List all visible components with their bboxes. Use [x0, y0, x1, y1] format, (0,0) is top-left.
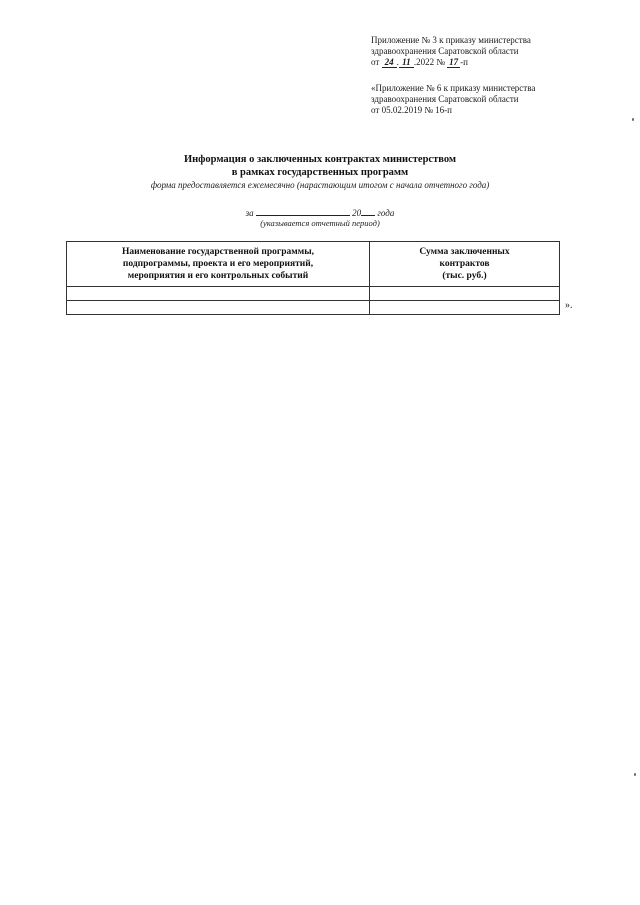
handwritten-order-number: 17 — [449, 57, 459, 67]
order-suffix: -п — [460, 57, 468, 67]
handwritten-month: 11 — [399, 58, 414, 68]
attachment-6-header — [371, 83, 535, 116]
attachment-6-line2: здравоохранения Саратовской области — [371, 94, 519, 104]
period-suffix: года — [377, 208, 395, 218]
attachment-6-line1: «Приложение № 6 к приказу министерства — [371, 83, 536, 93]
contracts-table — [66, 241, 560, 315]
period-note: (указывается отчетный период) — [260, 218, 380, 228]
document-title-line1: Информация о заключенных контрактах министерством — [183, 154, 457, 165]
attachment-3-header — [371, 35, 531, 68]
date-year: .2022 № — [413, 57, 445, 67]
table-row — [67, 301, 560, 315]
attachment-6-line3: от 05.02.2019 № 16-п — [371, 105, 452, 115]
document-subtitle: форма предоставляется ежемесячно (нарастающим итогом с начала отчетного года) — [150, 180, 490, 190]
period-year-blank — [361, 207, 375, 216]
header-contract-sum: Сумма заключенных контрактов (тыс. руб.) — [370, 242, 560, 287]
table-cell — [370, 301, 560, 315]
table-header-row — [67, 242, 560, 287]
table-cell — [67, 287, 370, 301]
table-cell — [67, 301, 370, 315]
table-row — [67, 287, 560, 301]
period-prefix: за — [245, 208, 254, 218]
date-prefix: от — [371, 57, 380, 67]
scan-speck — [634, 773, 636, 776]
period-year-prefix: 20 — [352, 208, 362, 218]
attachment-3-line2: здравоохранения Саратовской области — [371, 46, 519, 56]
handwritten-day: 24 — [382, 58, 397, 68]
header-program-name: Наименование государственной программы, подпрограммы, проекта и его мероприятий, мероприятия и его контрольных событий — [67, 242, 370, 287]
table-cell — [370, 287, 560, 301]
document-title-line2: в рамках государственных программ — [231, 167, 409, 178]
attachment-3-date-line: от 24 . 11 .2022 № 17 -п — [371, 57, 468, 67]
period-blank — [256, 207, 350, 216]
closing-quote-mark: ». — [565, 300, 573, 311]
scan-speck — [632, 118, 634, 121]
attachment-3-line1: Приложение № 3 к приказу министерства — [371, 35, 531, 45]
